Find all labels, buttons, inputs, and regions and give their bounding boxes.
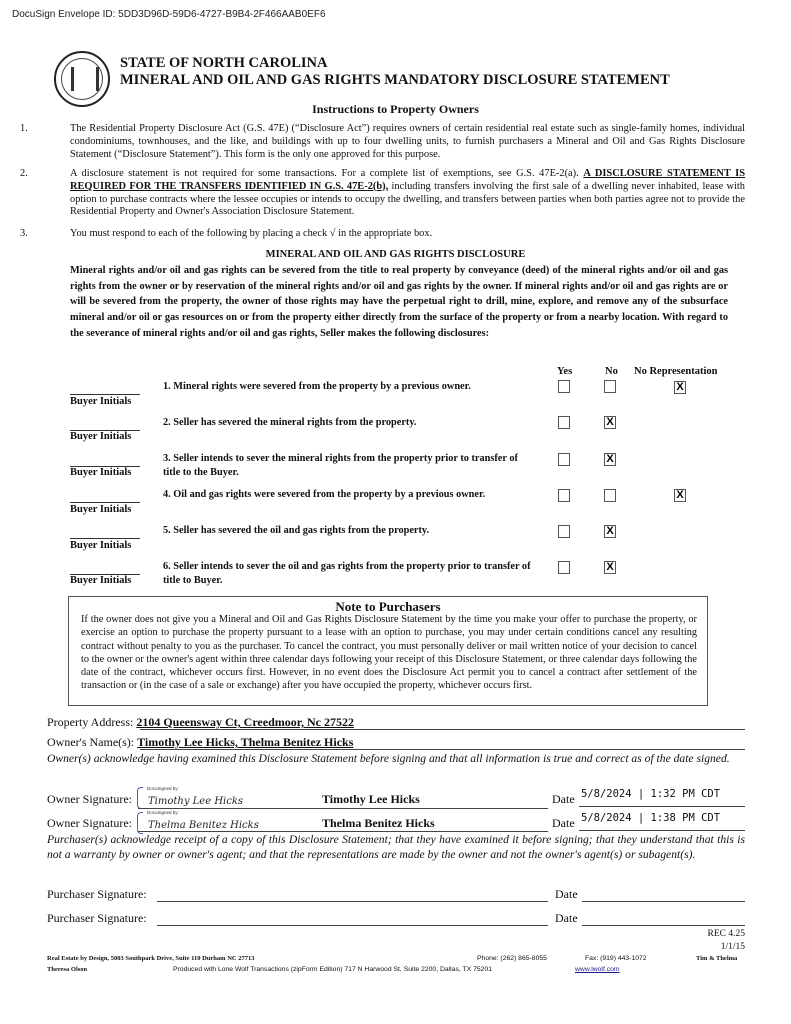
note-to-purchasers-box (68, 596, 708, 706)
purchaser-signature-label-1: Purchaser Signature: (47, 887, 147, 901)
disclosure-intro: Mineral rights and/or oil and gas rights can be severed from the title to real property by conveyance (deed) of the mineral rights and/or oil and gas rights from the owner or by reservation of the mineral rights and/or oil and gas rights by the owner. If mineral rights and/or oil and gas rights are or will be severed from the property, the owner of those rights may have the perpetual right to drill, mine, explore, and remove any of the subsurface mineral and/or oil or gas resources on or from the property either directly from the surface of the property or from a nearby location. With regard to the severance of mineral rights and/or oil and gas rights, Seller makes the following disclosures: (70, 265, 728, 339)
owners-name-value[interactable]: Timothy Lee Hicks, Thelma Benitez Hicks (137, 735, 354, 749)
disclosure-row-6 (0, 560, 791, 596)
footer-agent: Theresa Olson (47, 966, 88, 973)
buyer-initials-line[interactable] (70, 502, 140, 503)
docusign-bracket-icon (137, 787, 143, 809)
question-text: 1. Mineral rights were severed from the property by a previous owner. (163, 381, 471, 392)
yes-checkbox[interactable] (558, 561, 570, 574)
purchaser-date-line-1[interactable] (582, 901, 745, 902)
property-address-value[interactable]: 2104 Queensway Ct, Creedmoor, Nc 27522 (136, 715, 354, 729)
owner-date-label-2: Date (552, 816, 575, 830)
footer-phone: Phone: (262) 865-8055 (477, 955, 547, 962)
question-text: 6. Seller intends to sever the oil and gas rights from the property prior to transfer of title to Buyer. (163, 561, 531, 586)
disclosure-row-5 (0, 524, 791, 560)
form-title: MINERAL AND OIL AND GAS RIGHTS MANDATORY DISCLOSURE STATEMENT (120, 72, 670, 88)
owner-date-value-2[interactable]: 5/8/2024 | 1:38 PM CDT (581, 812, 721, 824)
form-code: REC 4.25 (707, 929, 745, 939)
instructions-heading: Instructions to Property Owners (312, 102, 479, 116)
owner-signature-script-2[interactable]: Thelma Benitez Hicks (148, 820, 259, 831)
owner-signature-line-1 (138, 808, 548, 809)
buyer-initials-label: Buyer Initials (70, 575, 132, 586)
note-body: If the owner does not give you a Mineral and Oil and Gas Rights Disclosure Statement by the time you make your offer to purchase the property, or exercise an option to purchase the property pursuant to a lease with an option to purchase, you may under certain conditions cancel any resulting contract without penalty to you as the purchaser. To cancel the contract, you must personally deliver or mail written notice of your decision to cancel to the owner or the owner's agent within three calendar days following your receipt of this Disclosure Statement, or three calendar days following the date of the contract, whichever occurs first. However, in no event does the Disclosure Act permit you to cancel a contract after settlement of the transaction or (in the case of a sale or exchange) after you have occupied the property, whichever occurs first. (81, 614, 697, 692)
nc-seal-icon (54, 51, 110, 107)
instruction-emphasis: A DISCLOSURE STATEMENT IS REQUIRED FOR THE TRANSFERS IDENTIFIED IN G.S. 47E-2(b), (70, 168, 746, 192)
instruction-item-2 (20, 168, 745, 219)
instruction-number: 1. (20, 123, 28, 134)
property-address-underline (140, 729, 745, 730)
no-checkbox[interactable] (604, 380, 616, 393)
owners-name-field (47, 735, 353, 750)
instruction-text: The Residential Property Disclosure Act (G.S. 47E) (“Disclosure Act”) requires owners of certain residential real estate such as single-family homes, individual condominiums, townhouses, and the like, and buildings with up to four dwelling units, to furnish purchasers a Mineral and Oil and Gas Rights Disclosure Statement (“Disclosure Statement”). This form is the only one approved for this purpose. (70, 123, 745, 160)
instruction-text (70, 168, 745, 219)
no-checkbox[interactable]: X (604, 453, 616, 466)
owner-date-value-1[interactable]: 5/8/2024 | 1:32 PM CDT (581, 788, 721, 800)
purchaser-date-label-2: Date (555, 911, 578, 925)
instruction-item-3 (20, 228, 745, 241)
yes-checkbox[interactable] (558, 380, 570, 393)
column-no-representation: No Representation (634, 366, 718, 377)
disclosure-row-3 (0, 452, 791, 488)
state-title: STATE OF NORTH CAROLINA (120, 55, 328, 71)
no-representation-checkbox[interactable]: X (674, 381, 686, 394)
purchaser-signature-line-1[interactable] (157, 901, 548, 902)
docusign-tag: DocuSigned by: (147, 786, 179, 791)
yes-checkbox[interactable] (558, 489, 570, 502)
buyer-initials-line[interactable] (70, 394, 140, 395)
footer-company: Real Estate by Design, 5003 Southpark Drive, Suite 110 Durham NC 27713 (47, 955, 255, 962)
purchaser-signature-label-2: Purchaser Signature: (47, 911, 147, 925)
instruction-item-1 (20, 123, 745, 161)
disclosure-row-4 (0, 488, 791, 524)
buyer-initials-line[interactable] (70, 538, 140, 539)
column-yes: Yes (557, 366, 573, 377)
purchaser-acknowledgement: Purchaser(s) acknowledge receipt of a copy of this Disclosure Statement; that they have examined it before signing; that they understand that this is not a warranty by owner or owner's agent; and that the representations are made by the owner and not the owner's agent(s) or subagent(s). (47, 833, 745, 861)
footer-website-link[interactable]: www.lwolf.com (575, 966, 620, 973)
question-text: 3. Seller intends to sever the mineral rights from the property prior to transfer of title to the Buyer. (163, 453, 518, 478)
column-no: No (605, 366, 618, 377)
buyer-initials-label: Buyer Initials (70, 540, 132, 551)
no-checkbox[interactable]: X (604, 416, 616, 429)
yes-checkbox[interactable] (558, 525, 570, 538)
instruction-number: 2. (20, 168, 28, 179)
instruction-text-part: including transfers involving the first sale of a dwelling never inhabited, lease with option to purchase contracts where the lessee occupies or intends to occupy the dwelling, and transfers between parties when both parties agree not to provide the Residential Property and Owner's Association Disclosure Statement. (70, 180, 745, 218)
purchaser-signature-line-2[interactable] (157, 925, 548, 926)
owner-printed-name-1: Timothy Lee Hicks (322, 792, 420, 806)
no-checkbox[interactable]: X (604, 561, 616, 574)
owners-name-label: Owner's Name(s): (47, 735, 135, 749)
purchaser-date-line-2[interactable] (582, 925, 745, 926)
footer-produced-by: Produced with Lone Wolf Transactions (zipForm Edition) 717 N Harwood St, Suite 2200, Dallas, TX 75201 (173, 966, 492, 973)
question-text: 2. Seller has severed the mineral rights from the property. (163, 417, 417, 428)
owner-date-label-1: Date (552, 792, 575, 806)
docusign-tag: DocuSigned by: (147, 810, 179, 815)
property-address-label: Property Address: (47, 715, 134, 729)
owners-name-underline (140, 749, 745, 750)
buyer-initials-label: Buyer Initials (70, 504, 132, 515)
owner-printed-name-2: Thelma Benitez Hicks (322, 816, 435, 830)
no-representation-checkbox[interactable]: X (674, 489, 686, 502)
instruction-text: You must respond to each of the following by placing a check √ in the appropriate box. (70, 228, 433, 239)
form-date: 1/1/15 (720, 942, 745, 952)
instruction-text-part: A disclosure statement is not required for some transactions. For a complete list of exemptions, see G.S. 47E-2(a). (70, 168, 584, 179)
owner-signature-label-1: Owner Signature: (47, 792, 132, 806)
owner-date-line-1 (579, 806, 745, 807)
instruction-number: 3. (20, 228, 28, 239)
footer-fax: Fax: (919) 443-1072 (585, 955, 647, 962)
note-heading: Note to Purchasers (335, 599, 441, 614)
no-checkbox[interactable]: X (604, 525, 616, 538)
no-checkbox[interactable] (604, 489, 616, 502)
purchaser-date-label-1: Date (555, 887, 578, 901)
owner-signature-script-1[interactable]: Timothy Lee Hicks (148, 796, 244, 807)
yes-checkbox[interactable] (558, 453, 570, 466)
disclosure-row-2 (0, 416, 791, 452)
property-address-field (47, 715, 354, 730)
footer-file-name: Tim & Thelma (696, 955, 738, 962)
owner-date-line-2 (579, 830, 745, 831)
disclosure-heading: MINERAL AND OIL AND GAS RIGHTS DISCLOSURE (265, 249, 526, 260)
disclosure-row-1 (0, 380, 791, 416)
owner-signature-line-2 (138, 831, 548, 832)
buyer-initials-label: Buyer Initials (70, 467, 132, 478)
docusign-envelope-id: DocuSign Envelope ID: 5DD3D96D-59D6-4727-B9B4-2F466AAB0EF6 (12, 9, 326, 20)
buyer-initials-label: Buyer Initials (70, 431, 132, 442)
owner-acknowledgement: Owner(s) acknowledge having examined this Disclosure Statement before signing and that all information is true and correct as of the date signed. (47, 752, 730, 765)
yes-checkbox[interactable] (558, 416, 570, 429)
buyer-initials-label: Buyer Initials (70, 396, 132, 407)
question-text: 5. Seller has severed the oil and gas rights from the property. (163, 525, 430, 536)
owner-signature-label-2: Owner Signature: (47, 816, 132, 830)
question-text: 4. Oil and gas rights were severed from the property by a previous owner. (163, 489, 486, 500)
